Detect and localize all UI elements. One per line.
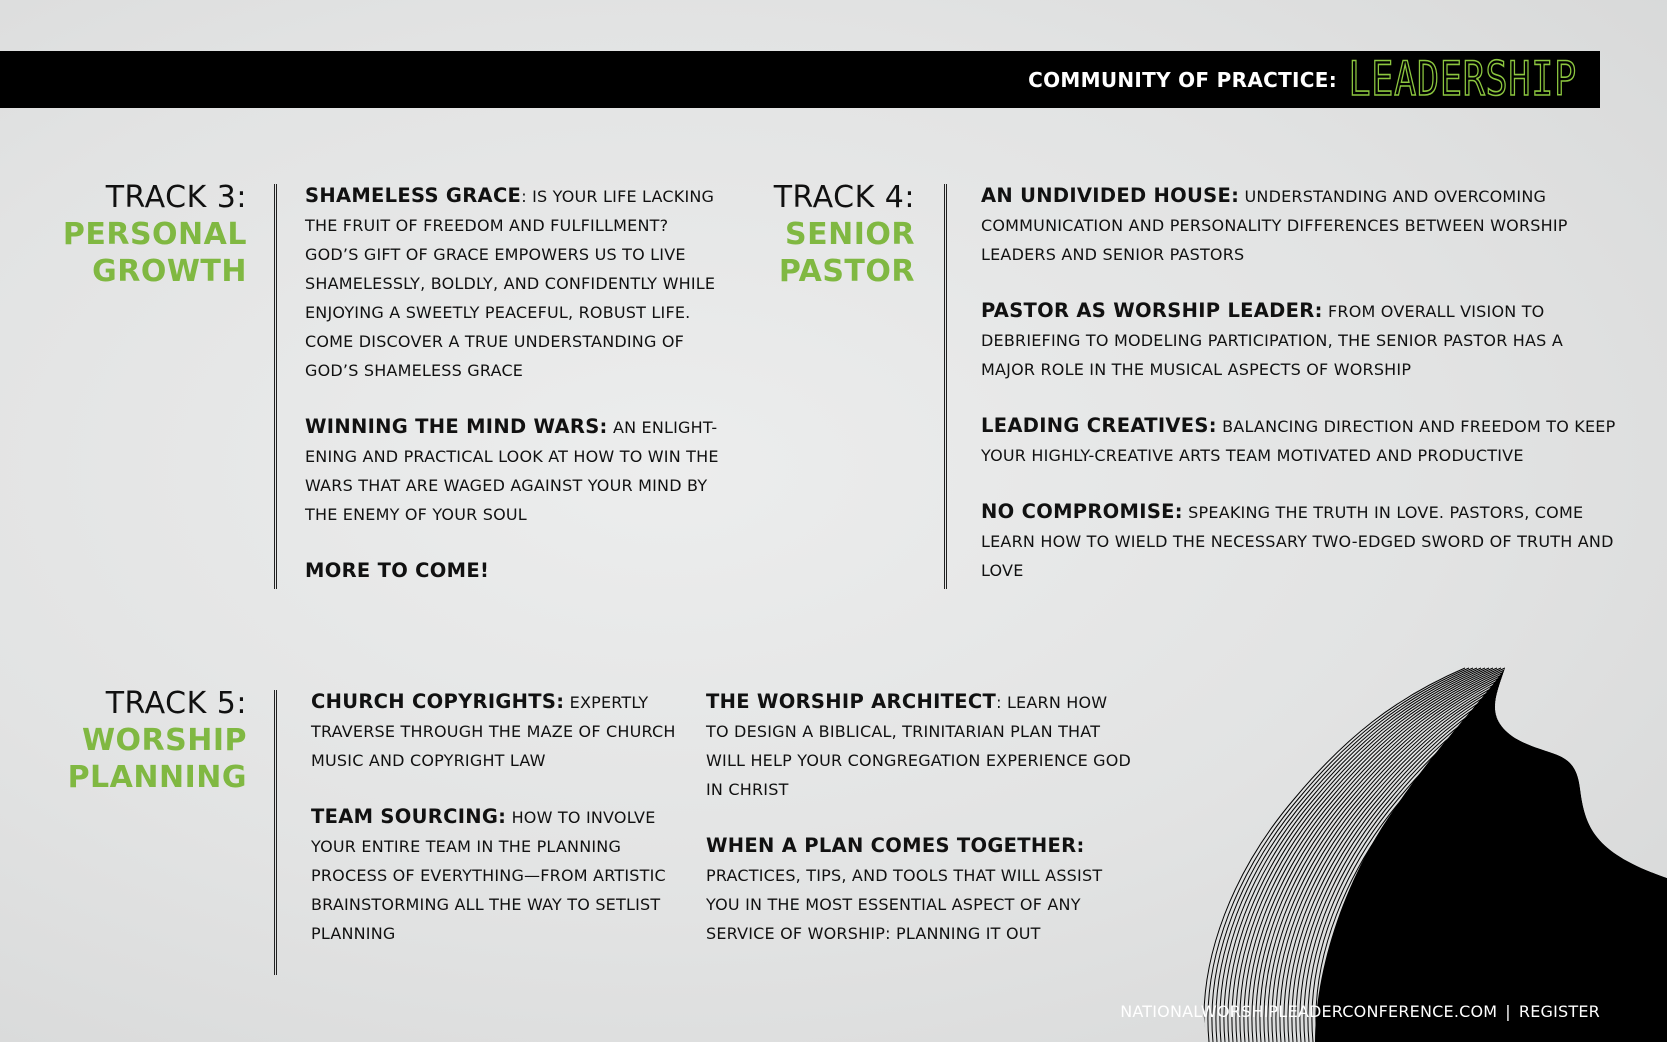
track-4-name-line2: PASTOR [778, 253, 915, 289]
track-3-sessions [305, 181, 723, 612]
session-team-sourcing: TEAM SOURCING: HOW TO INVOLVE YOUR ENTIRE TEAM IN THE PLANNING PROCESS OF EVERYTHING—FROM ARTISTIC BRAINSTORMING ALL THE WAY TO SETLIST PLANNING [311, 805, 666, 943]
session-leading-creatives: LEADING CREATIVES: BALANCING DIRECTION AND FREEDOM TO KEEP YOUR HIGHLY-CREATIVE ARTS TEAM MOTIVATED AND PRODUCTIVE [981, 414, 1616, 465]
track-5-divider [274, 690, 277, 975]
header-banner [0, 51, 1600, 108]
session-no-compromise: NO COMPROMISE: SPEAKING THE TRUTH IN LOVE. PASTORS, COME LEARN HOW TO WIELD THE NECESSARY TWO-EDGED SWORD OF TRUTH AND LOVE [981, 500, 1614, 580]
track-3-name-line2: GROWTH [92, 253, 247, 289]
track-5-name-line1: WORSHIP [81, 722, 247, 758]
footer-separator: | [1505, 1002, 1511, 1021]
track-4-name-line1: SENIOR [785, 216, 915, 252]
banner-prefix: COMMUNITY OF PRACTICE: [1028, 68, 1337, 92]
track-5-sessions-col2 [706, 687, 1134, 975]
session-plan-comes-together: WHEN A PLAN COMES TOGETHER: PRACTICES, TIPS, AND TOOLS THAT WILL ASSIST YOU IN THE MOST ESSENTIAL ASPECT OF ANY SERVICE OF WORSHIP: PLANNING IT OUT [706, 834, 1103, 943]
footer [1120, 1002, 1600, 1021]
session-worship-architect: THE WORSHIP ARCHITECT: LEARN HOW TO DESIGN A BIBLICAL, TRINITARIAN PLAN THAT WILL HELP YOUR CONGREGATION EXPERIENCE GOD IN CHRIST [706, 690, 1132, 799]
session-winning-mind-wars: WINNING THE MIND WARS: AN ENLIGHT-ENING AND PRACTICAL LOOK AT HOW TO WIN THE WARS THAT ARE WAGED AGAINST YOUR MIND BY THE ENEMY OF YOUR SOUL [305, 415, 719, 524]
session-shameless-grace: SHAMELESS GRACE: IS YOUR LIFE LACKING THE FRUIT OF FREEDOM AND FULFILLMENT? GOD’S GIFT OF GRACE EMPOWERS US TO LIVE SHAMELESSLY, BOLDLY, AND CONFIDENTLY WHILE ENJOYING A SWEETLY PEACEFUL, ROBUST LIFE. COME DISCOVER A TRUE UNDERSTANDING OF GOD’S SHAMELESS GRACE [305, 184, 716, 380]
track-3-label: TRACK 3: [105, 180, 247, 215]
banner-title: LEADERSHIP [1348, 52, 1577, 107]
track-4-heading [774, 180, 915, 291]
track-4-label: TRACK 4: [773, 180, 915, 215]
track-5-heading [68, 686, 247, 797]
wave-graphic [1195, 638, 1667, 1042]
track-3-name-line1: PERSONAL [62, 216, 247, 252]
footer-register-link[interactable]: REGISTER [1518, 1002, 1600, 1021]
track-4-sessions [981, 181, 1621, 612]
track-5-name-line2: PLANNING [67, 759, 247, 795]
session-church-copyrights: CHURCH COPYRIGHTS: EXPERTLY TRAVERSE THROUGH THE MAZE OF CHURCH MUSIC AND COPYRIGHT LAW [311, 690, 676, 770]
session-undivided-house: AN UNDIVIDED HOUSE: UNDERSTANDING AND OVERCOMING COMMUNICATION AND PERSONALITY DIFFERENCES BETWEEN WORSHIP LEADERS AND SENIOR PASTORS [981, 184, 1568, 264]
track-3-divider [274, 184, 277, 589]
session-pastor-as-worship-leader: PASTOR AS WORSHIP LEADER: FROM OVERALL VISION TO DEBRIEFING TO MODELING PARTICIPATION, THE SENIOR PASTOR HAS A MAJOR ROLE IN THE MUSICAL ASPECTS OF WORSHIP [981, 299, 1563, 379]
track-3-heading [63, 180, 247, 291]
footer-site-link[interactable]: NATIONALWORSHIPLEADERCONFERENCE.COM [1120, 1002, 1498, 1021]
more-to-come: MORE TO COME! [305, 559, 490, 582]
track-5-sessions-col1 [311, 687, 683, 975]
track-5-label: TRACK 5: [105, 686, 247, 721]
track-4-divider [944, 184, 947, 589]
